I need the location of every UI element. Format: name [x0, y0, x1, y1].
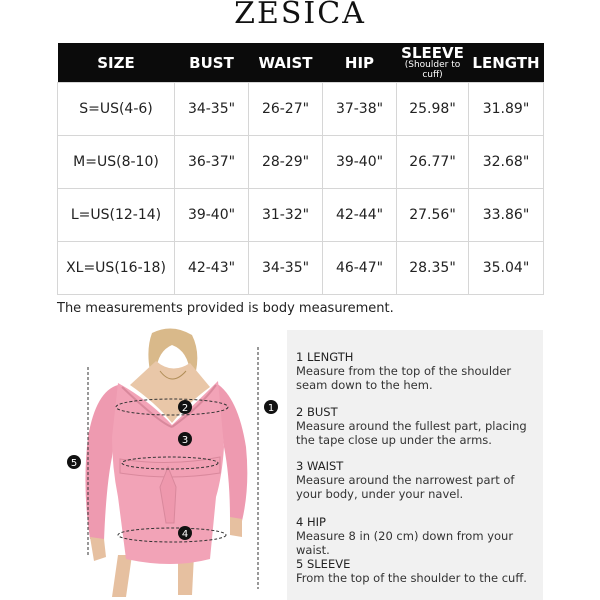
cell-waist: 31-32": [249, 189, 323, 242]
cell-sleeve: 25.98": [397, 83, 469, 136]
guide-title: 2 BUST: [296, 405, 338, 419]
cell-length: 33.86": [469, 189, 544, 242]
guide-hip: [296, 515, 536, 557]
cell-bust: 34-35": [175, 83, 249, 136]
cell-hip: 46-47": [323, 242, 397, 295]
cell-length: 32.68": [469, 136, 544, 189]
marker-hip: [178, 526, 192, 540]
measure-guide-panel: [287, 330, 543, 600]
leg-left: [112, 555, 132, 597]
svg-text:4: 4: [181, 529, 189, 540]
hand-left: [90, 537, 106, 561]
header-sleeve-label: SLEEVE: [401, 43, 464, 62]
measurement-note: The measurements provided is body measurement.: [57, 301, 394, 316]
svg-text:3: 3: [181, 435, 189, 446]
header-sleeve-sub: (Shoulder to cuff): [404, 59, 461, 80]
guide-desc: Measure around the narrowest part of your body, under your navel.: [296, 473, 515, 501]
table-header-row: [58, 43, 544, 83]
cell-waist: 26-27": [249, 83, 323, 136]
header-bust: BUST: [175, 43, 249, 83]
cell-sleeve: 26.77": [397, 136, 469, 189]
guide-desc: From the top of the shoulder to the cuff.: [296, 571, 527, 585]
cell-hip: 42-44": [323, 189, 397, 242]
cell-size: L=US(12-14): [58, 189, 175, 242]
guide-bust: [296, 405, 536, 447]
cell-waist: 28-29": [249, 136, 323, 189]
dress-figure: [60, 327, 285, 600]
guide-length: [296, 350, 536, 392]
cell-bust: 39-40": [175, 189, 249, 242]
cell-waist: 34-35": [249, 242, 323, 295]
header-waist: WAIST: [249, 43, 323, 83]
table-row: [58, 83, 544, 136]
cell-size: S=US(4-6): [58, 83, 175, 136]
cell-hip: 37-38": [323, 83, 397, 136]
header-sleeve: [397, 43, 469, 83]
cell-bust: 42-43": [175, 242, 249, 295]
svg-text:5: 5: [70, 458, 78, 469]
cell-length: 31.89": [469, 83, 544, 136]
guide-desc: Measure around the fullest part, placing the tape close up under the arms.: [296, 419, 527, 447]
guide-waist: [296, 459, 536, 501]
cell-bust: 36-37": [175, 136, 249, 189]
guide-title: 3 WAIST: [296, 459, 344, 473]
header-hip: HIP: [323, 43, 397, 83]
guide-desc: Measure 8 in (20 cm) down from your waist.: [296, 529, 514, 557]
table-row: [58, 242, 544, 295]
guide-title: 5 SLEEVE: [296, 557, 351, 571]
brand-logo: ZESICA: [234, 0, 366, 31]
guide-title: 1 LENGTH: [296, 350, 354, 364]
cell-size: XL=US(16-18): [58, 242, 175, 295]
svg-text:2: 2: [181, 403, 189, 414]
guide-title: 4 HIP: [296, 515, 326, 529]
table-row: [58, 136, 544, 189]
marker-waist: [178, 432, 192, 446]
cell-sleeve: 28.35": [397, 242, 469, 295]
marker-bust: [178, 400, 192, 414]
guide-sleeve: [296, 557, 536, 585]
cell-length: 35.04": [469, 242, 544, 295]
header-length: LENGTH: [469, 43, 544, 83]
cell-hip: 39-40": [323, 136, 397, 189]
svg-text:1: 1: [267, 403, 275, 414]
size-chart-table: [57, 43, 544, 295]
header-size: SIZE: [58, 43, 175, 83]
guide-desc: Measure from the top of the shoulder seam down to the hem.: [296, 364, 512, 392]
marker-sleeve: [67, 455, 81, 469]
table-row: [58, 189, 544, 242]
marker-length: [264, 400, 278, 414]
sleeve-left: [85, 385, 118, 541]
hand-right: [230, 517, 242, 537]
cell-sleeve: 27.56": [397, 189, 469, 242]
cell-size: M=US(8-10): [58, 136, 175, 189]
